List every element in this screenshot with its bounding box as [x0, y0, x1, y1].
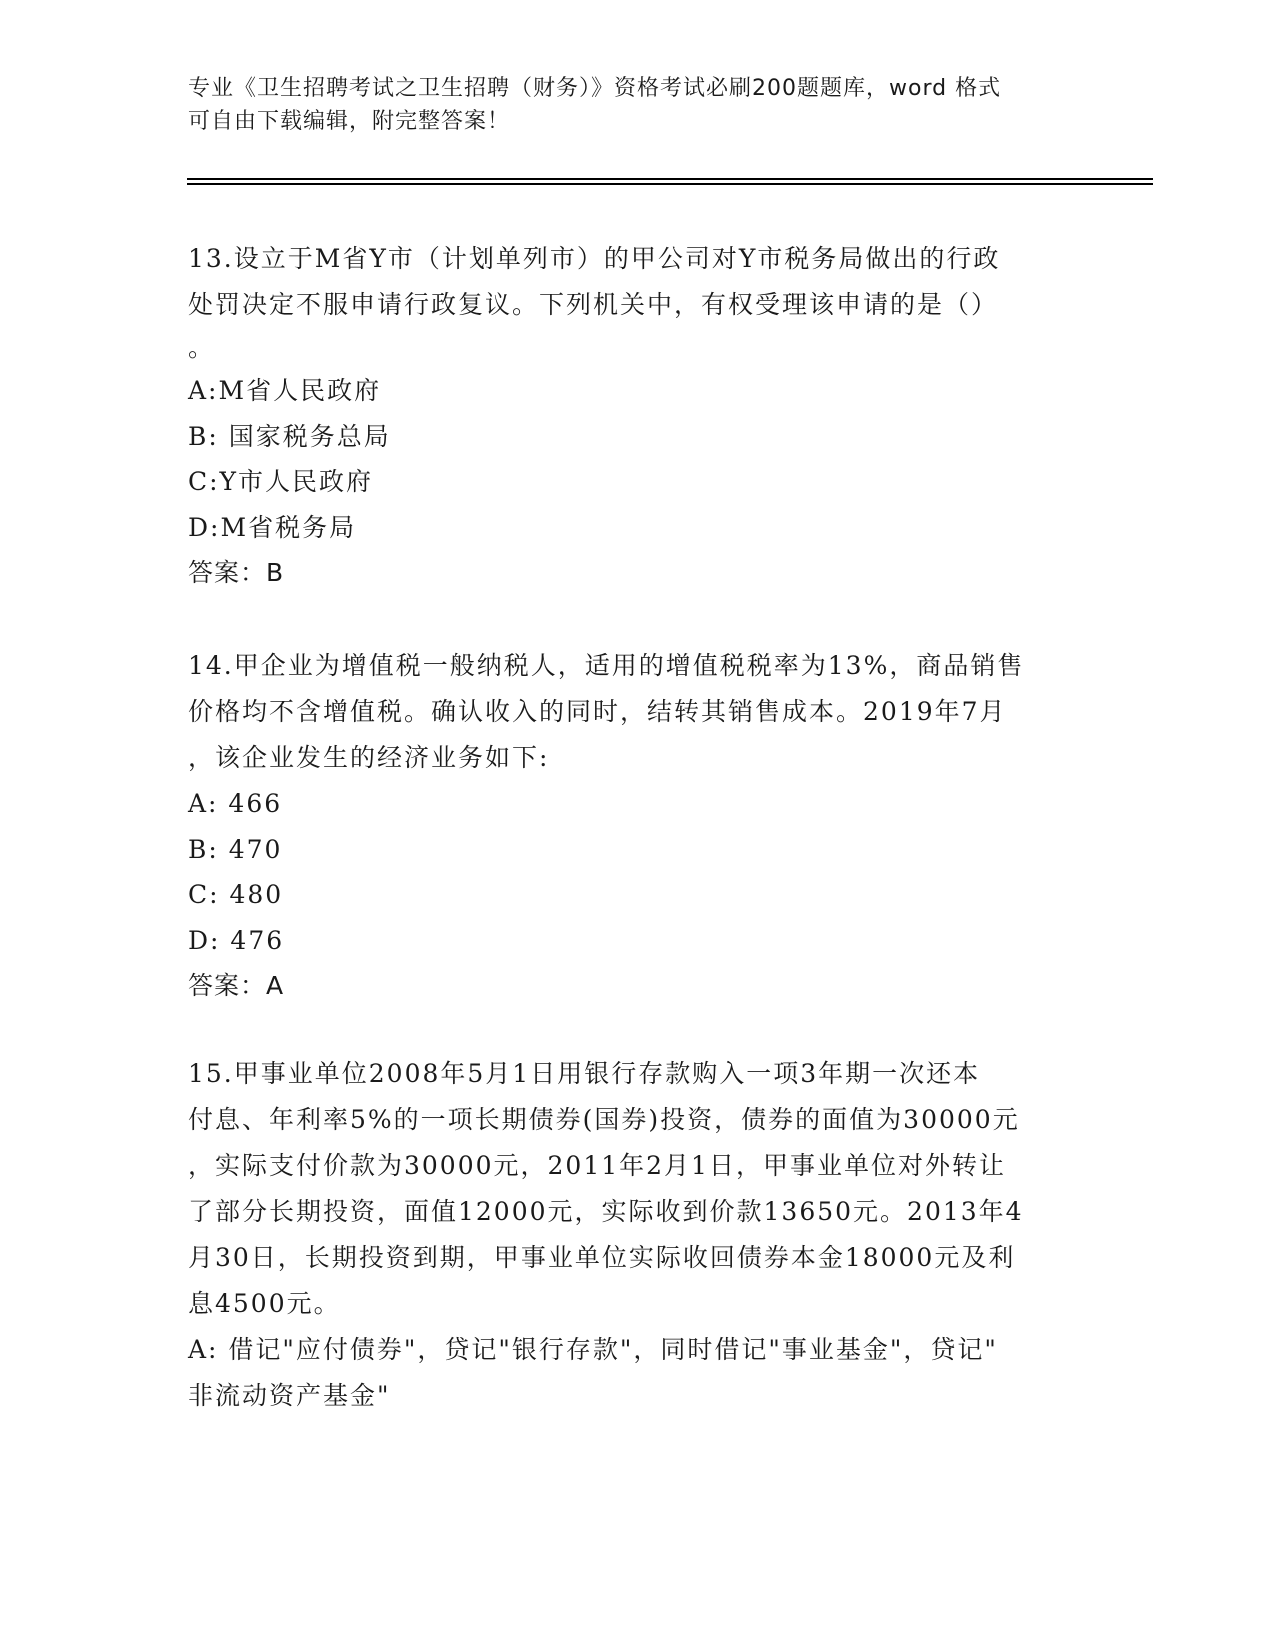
document-header: [188, 72, 1088, 138]
question-text-line: 13.设立于M省Y市（计划单列市）的甲公司对Y市税务局做出的行政: [188, 244, 1001, 273]
question-text-line: 14.甲企业为增值税一般纳税人，适用的增值税税率为13%，商品销售: [188, 651, 1025, 680]
header-divider-top: [187, 178, 1153, 180]
question-text-line: 息4500元。: [188, 1289, 341, 1318]
question-text-line: 了部分长期投资，面值12000元，实际收到价款13650元。2013年4: [188, 1197, 1024, 1226]
question-text-line: 处罚决定不服申请行政复议。下列机关中，有权受理该申请的是（）: [188, 290, 999, 319]
question-15: [188, 1051, 1088, 1418]
question-13: [188, 236, 1088, 596]
option-c: C:Y市人民政府: [188, 467, 374, 496]
header-line: 可自由下载编辑，附完整答案！: [188, 109, 511, 134]
option-a: A:M省人民政府: [188, 376, 382, 405]
option-a-continued: 非流动资产基金": [188, 1380, 391, 1410]
question-text-line: ，该企业发生的经济业务如下:: [188, 743, 550, 772]
option-b: B: 470: [188, 834, 283, 864]
question-text-line: ，实际支付价款为30000元，2011年2月1日，甲事业单位对外转让: [188, 1151, 1006, 1180]
header-line: 专业《卫生招聘考试之卫生招聘（财务）》资格考试必刷200题题库，word 格式: [188, 76, 1002, 101]
answer-line: 答案：A: [188, 971, 285, 1000]
question-text-line: 15.甲事业单位2008年5月1日用银行存款购入一项3年期一次还本: [188, 1059, 981, 1088]
option-a: A: 466: [188, 789, 283, 818]
question-text-line: 价格均不含增值税。确认收入的同时，结转其销售成本。2019年7月: [188, 697, 1007, 726]
option-c: C: 480: [188, 880, 284, 909]
question-text-line: 付息、年利率5%的一项长期债券(国券)投资，债券的面值为30000元: [188, 1105, 1020, 1134]
option-d: D:M省税务局: [188, 512, 357, 542]
option-d: D: 476: [188, 925, 285, 955]
question-text-line: 月30日，长期投资到期，甲事业单位实际收回债券本金18000元及利: [188, 1243, 1016, 1272]
question-14: [188, 643, 1088, 1009]
answer-line: 答案：B: [188, 558, 285, 587]
option-b: B: 国家税务总局: [188, 421, 391, 451]
question-text-line: 。: [188, 333, 216, 362]
header-divider-bottom: [187, 183, 1153, 185]
option-a: A: 借记"应付债券"，贷记"银行存款"，同时借记"事业基金"，贷记": [188, 1335, 998, 1364]
